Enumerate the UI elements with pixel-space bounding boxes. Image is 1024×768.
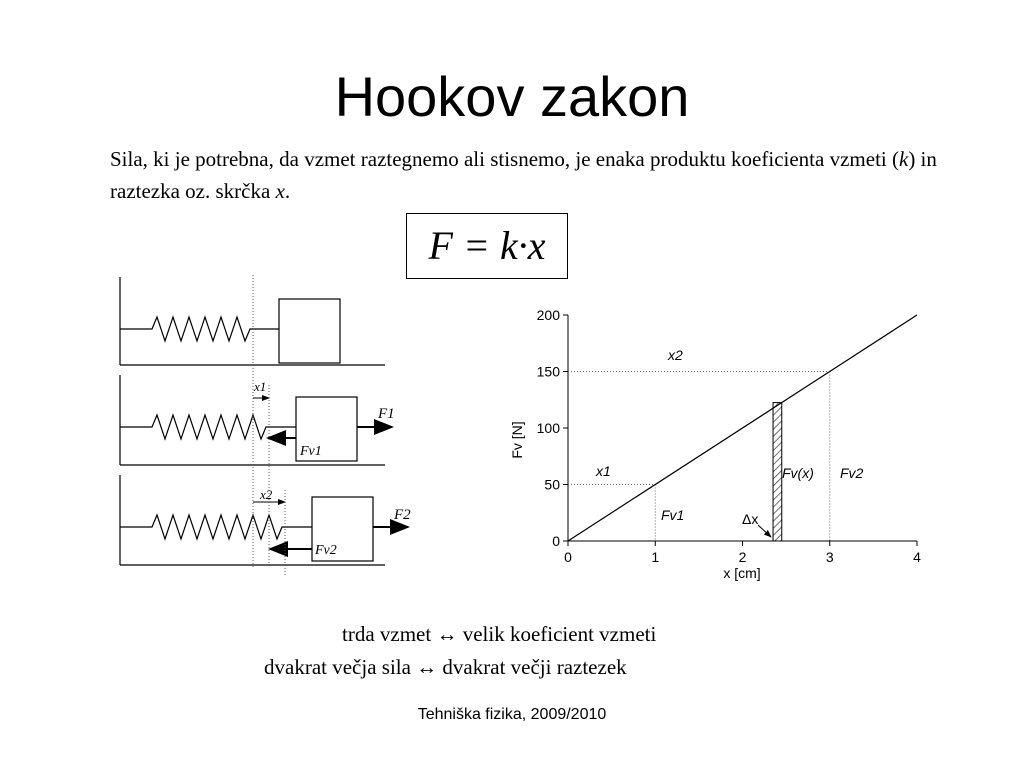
intro-x: x <box>275 179 285 203</box>
graph-label-x1: x1 <box>596 463 611 479</box>
force-extension-chart <box>509 307 921 581</box>
spring-2 <box>120 415 296 439</box>
x-tick-label: 3 <box>825 549 834 565</box>
note-line-1: trda vzmet ↔ velik koeficient vzmeti <box>342 622 657 646</box>
y-axis-label: Fv [N] <box>509 421 525 459</box>
spring-1 <box>120 317 280 341</box>
label-f2: F2 <box>394 507 411 523</box>
spring-figure <box>120 275 411 575</box>
force-line <box>568 315 917 541</box>
dx-pointer <box>758 525 771 537</box>
y-tick-label: 150 <box>536 363 560 380</box>
x-tick-label: 4 <box>913 549 921 565</box>
label-fv1: Fv1 <box>300 444 322 459</box>
label-x1: x1 <box>254 379 267 394</box>
graph-label-fv1: Fv1 <box>661 507 685 523</box>
note-line-2: dvakrat večja sila ↔ dvakrat večji raztezek <box>264 655 627 679</box>
y-tick-label: 50 <box>544 476 560 493</box>
x-tick-label: 2 <box>738 549 747 565</box>
hatched-strip <box>773 403 782 541</box>
y-tick-label: 0 <box>552 533 560 549</box>
x-tick-label: 0 <box>564 549 572 565</box>
intro-part-2: ) in raztezka oz. skrčka <box>110 147 937 203</box>
label-f1: F1 <box>378 406 395 422</box>
graph-label-fv2: Fv2 <box>840 465 864 481</box>
graph-label-fvx: Fv(x) <box>782 465 814 481</box>
label-x2: x2 <box>260 487 273 502</box>
x-tick-label: 1 <box>651 549 660 565</box>
slide-title: Hookov zakon <box>334 65 690 128</box>
intro-part-3: . <box>284 179 291 203</box>
spring-3 <box>120 515 312 539</box>
hooke-formula: F = k·x <box>406 213 568 279</box>
block-1 <box>279 299 340 363</box>
intro-k: k <box>898 147 909 171</box>
y-tick-label: 200 <box>536 307 560 323</box>
graph-label-x2: x2 <box>668 347 683 363</box>
label-fv2: Fv2 <box>315 543 337 558</box>
intro-part-1: Sila, ki je potrebna, da vzmet raztegnemo ali stisnemo, je enaka produktu koeficienta vzmeti ( <box>110 147 899 171</box>
footer-text: Tehniška fizika, 2009/2010 <box>417 706 607 723</box>
x-axis-label: x [cm] <box>723 565 761 581</box>
y-tick-label: 100 <box>536 420 560 436</box>
graph-label-dx: Δx <box>742 511 759 527</box>
